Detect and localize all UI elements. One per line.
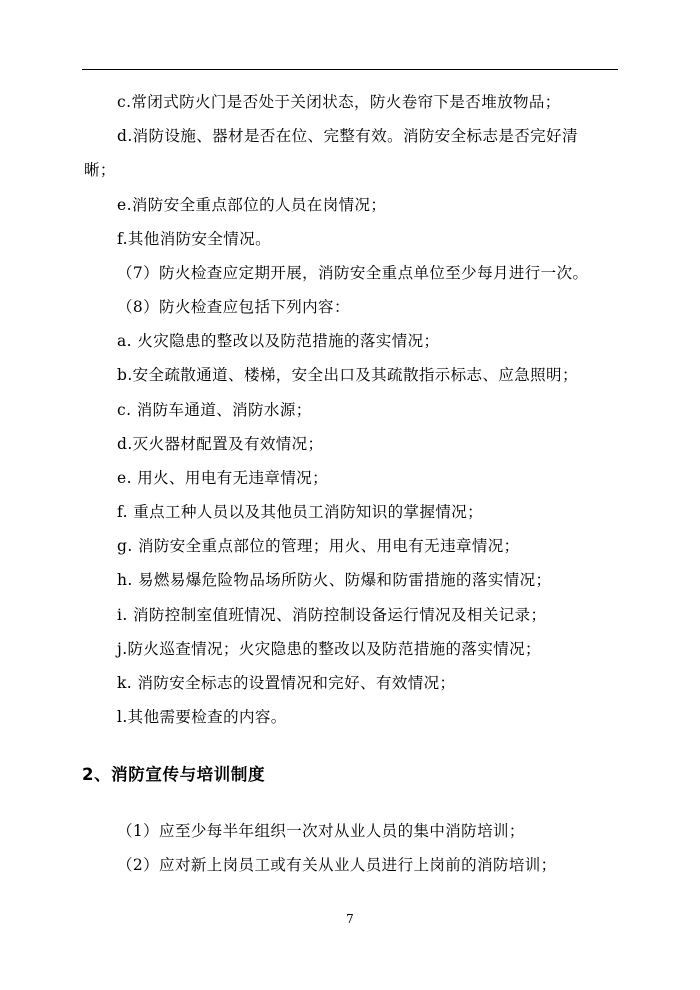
list-item: j.防火巡查情况；火灾隐患的整改以及防范措施的落实情况； xyxy=(117,640,541,658)
list-item: d.灭火器材配置及有效情况； xyxy=(117,435,324,453)
list-item: k. 消防安全标志的设置情况和完好、有效情况； xyxy=(117,674,456,692)
paragraph: （1）应至少每半年组织一次对从业人员的集中消防培训； xyxy=(117,822,525,840)
list-item: b.安全疏散通道、楼梯，安全出口及其疏散指示标志、应急照明； xyxy=(117,366,578,384)
list-item: h. 易燃易爆危险物品场所防火、防爆和防雷措施的落实情况； xyxy=(117,571,552,589)
paragraph: （7）防火检查应定期开展，消防安全重点单位至少每月进行一次。 xyxy=(117,264,589,282)
paragraph: （8）防火检查应包括下列内容： xyxy=(117,298,350,316)
list-item: f. 重点工种人员以及其他员工消防知识的掌握情况； xyxy=(117,503,484,521)
list-item: a. 火灾隐患的整改以及防范措施的落实情况； xyxy=(117,332,440,350)
list-item: l.其他需要检查的内容。 xyxy=(117,708,287,726)
list-item: e. 用火、用电有无违章情况； xyxy=(117,469,329,487)
list-item: d.消防设施、器材是否在位、完整有效。消防安全标志是否完好清 xyxy=(117,127,578,145)
list-item: g. 消防安全重点部位的管理；用火、用电有无违章情况； xyxy=(117,537,520,555)
list-item-continuation: 晰； xyxy=(84,161,116,179)
paragraph: （2）应对新上岗员工或有关从业人员进行上岗前的消防培训； xyxy=(117,856,557,874)
page-number: 7 xyxy=(346,912,354,926)
section-heading: 2、消防宣传与培训制度 xyxy=(82,765,266,784)
list-item: c. 消防车通道、消防水源； xyxy=(117,401,312,419)
list-item: e.消防安全重点部位的人员在岗情况； xyxy=(117,196,387,214)
list-item: i. 消防控制室值班情况、消防控制设备运行情况及相关记录； xyxy=(117,606,547,624)
list-item: c.常闭式防火门是否处于关闭状态，防火卷帘下是否堆放物品； xyxy=(117,93,561,111)
header-rule xyxy=(82,69,618,70)
list-item: f.其他消防安全情况。 xyxy=(117,230,272,248)
